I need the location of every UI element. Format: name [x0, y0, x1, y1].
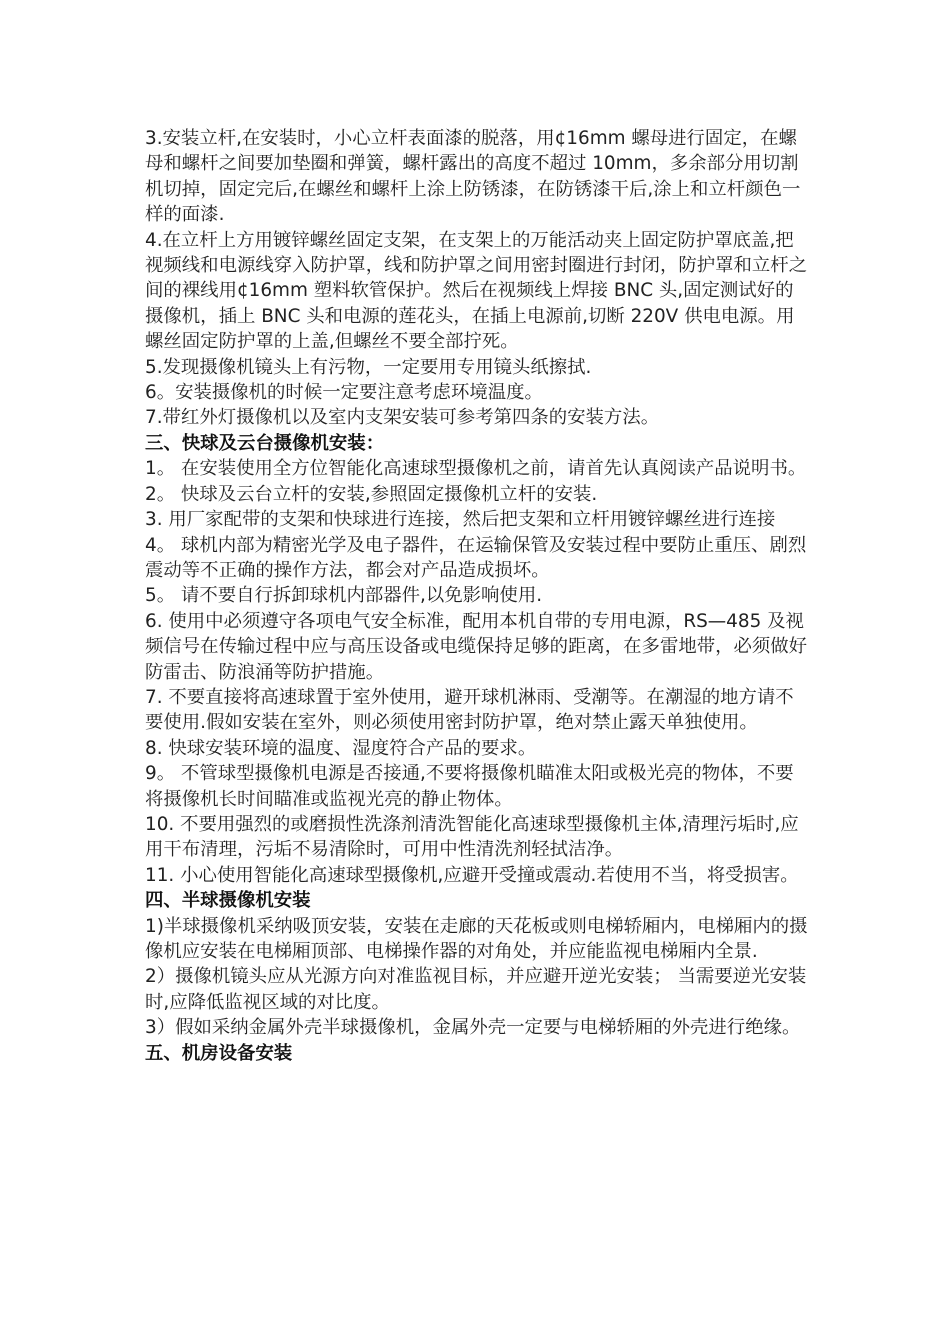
document-body [145, 126, 810, 1066]
paragraph-9: 4。 球机内部为精密光学及电子器件，在运输保管及安装过程中要防止重压、剧烈震动等不正确的操作方法，都会对产品造成损坏。 [145, 534, 807, 581]
paragraph-5: 7.带红外灯摄像机以及室内支架安装可参考第四条的安装方法。 [145, 407, 660, 429]
paragraph-14: 9。 不管球型摄像机电源是否接通,不要将摄像机瞄准太阳或极光亮的物体，不要将摄像机长时间瞄准或监视光亮的静止物体。 [145, 763, 794, 810]
paragraph-10: 5。 请不要自行拆卸球机内部器件,以免影响使用. [145, 585, 543, 607]
paragraph-3: 5.发现摄像机镜头上有污物，一定要用专用镜头纸擦拭. [145, 356, 592, 378]
paragraph-16: 11. 小心使用智能化高速球型摄像机,应避开受撞或震动.若使用不当，将受损害。 [145, 864, 799, 886]
paragraph-13: 8. 快球安装环境的温度、湿度符合产品的要求。 [145, 737, 537, 759]
paragraph-18: 2）摄像机镜头应从光源方向对准监视目标，并应避开逆光安装； 当需要逆光安装时,应降低监视区域的对比度。 [145, 966, 807, 1013]
paragraph-2: 4.在立杆上方用镀锌螺丝固定支架，在支架上的万能活动夹上固定防护罩底盖,把视频线和电源线穿入防护罩，线和防护罩之间用密封圈进行封闭，防护罩和立杆之间的裸线用¢16mm 塑料软管保护。然后在视频线上焊接 BNC 头,固定测试好的摄像机，插上 BNC 头和电源的莲花头，在插上电源前,切断 220V 供电电源。用螺丝固定防护罩的上盖,但螺丝不要全部拧死。 [145, 229, 808, 353]
paragraph-6: 1。 在安装使用全方位智能化高速球型摄像机之前，请首先认真阅读产品说明书。 [145, 458, 807, 480]
paragraph-11: 6. 使用中必须遵守各项电气安全标准，配用本机自带的专用电源，RS—485 及视频信号在传输过程中应与高压设备或电缆保持足够的距离，在多雷地带，必须做好防雷击、防浪涌等防护措施。 [145, 610, 808, 683]
section-heading-4: 四、半球摄像机安装 [145, 890, 311, 912]
section-heading-3: 三、快球及云台摄像机安装： [145, 432, 385, 454]
paragraph-8: 3. 用厂家配带的支架和快球进行连接，然后把支架和立杆用镀锌螺丝进行连接 [145, 509, 776, 531]
paragraph-4: 6。安装摄像机的时候一定要注意考虑环境温度。 [145, 382, 543, 404]
paragraph-1: 3.安装立杆,在安装时，小心立杆表面漆的脱落，用¢16mm 螺母进行固定，在螺母和螺杆之间要加垫圈和弹簧，螺杆露出的高度不超过 10mm，多余部分用切割机切掉，固定完后,在螺丝和螺杆上涂上防锈漆，在防锈漆干后,涂上和立杆颜色一样的面漆. [145, 128, 801, 226]
paragraph-7: 2。 快球及云台立杆的安装,参照固定摄像机立杆的安装. [145, 483, 598, 505]
paragraph-17: 1)半球摄像机采纳吸顶安装，安装在走廊的天花板或则电梯轿厢内，电梯厢内的摄像机应安装在电梯厢顶部、电梯操作器的对角处，并应能监视电梯厢内全景. [145, 915, 808, 962]
paragraph-19: 3）假如采纳金属外壳半球摄像机，金属外壳一定要与电梯轿厢的外壳进行绝缘。 [145, 1017, 801, 1039]
section-heading-5: 五、机房设备安装 [145, 1042, 293, 1064]
paragraph-12: 7. 不要直接将高速球置于室外使用，避开球机淋雨、受潮等。在潮湿的地方请不要使用.假如安装在室外，则必须使用密封防护罩，绝对禁止露天单独使用。 [145, 686, 794, 734]
paragraph-15: 10. 不要用强烈的或磨损性洗涤剂清洗智能化高速球型摄像机主体,清理污垢时,应用干布清理，污垢不易清除时，可用中性清洗剂轻拭洁净。 [145, 813, 799, 861]
